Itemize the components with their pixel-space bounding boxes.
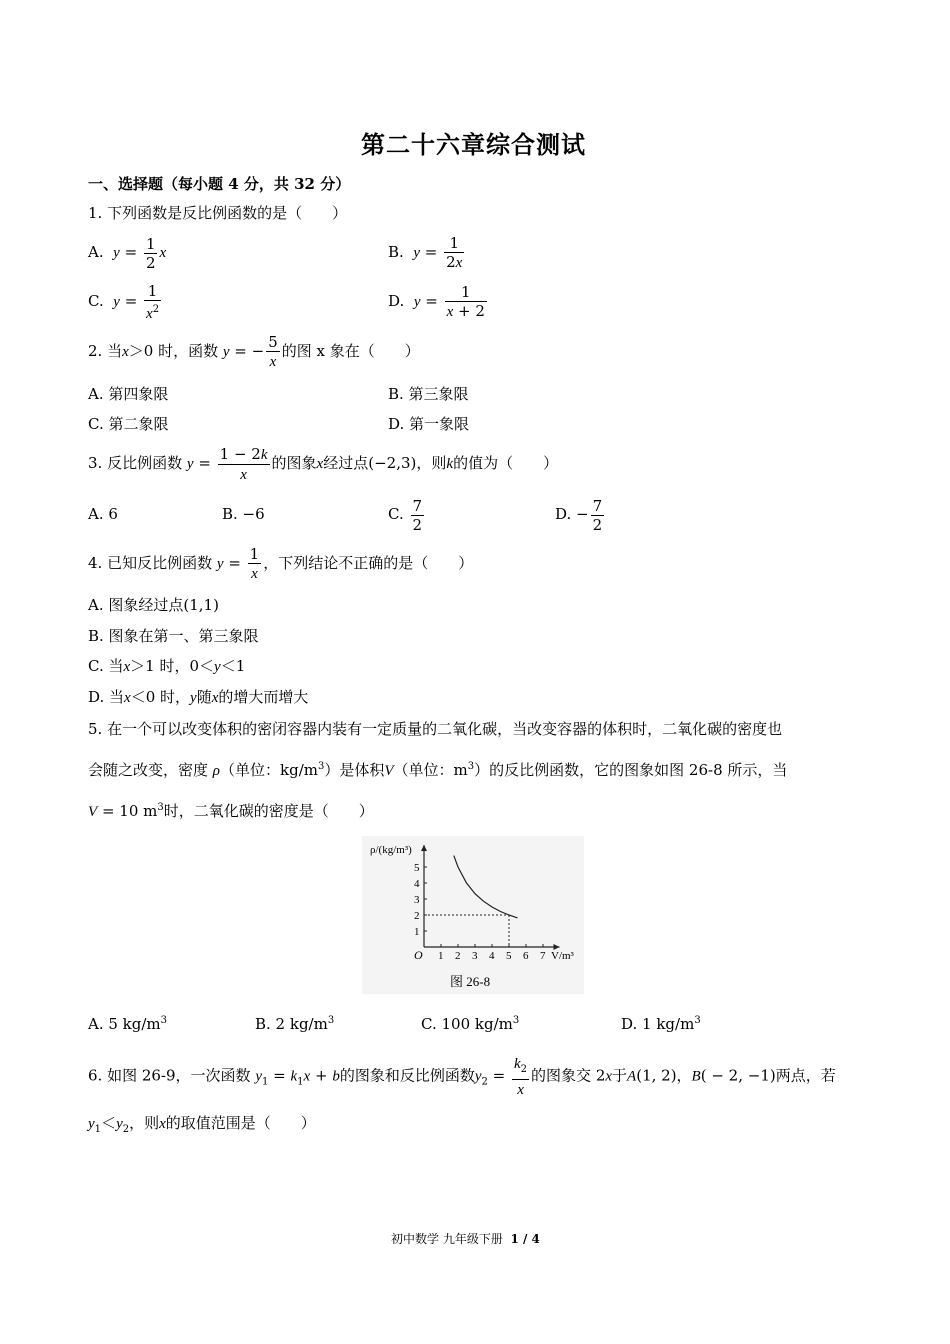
page-number: 1 / 4	[510, 1232, 540, 1246]
question-1-option-a: A. y = $\frac{1}{2}$ x	[88, 234, 167, 272]
y-axis-label: ρ/(kg/m³)	[370, 844, 412, 856]
question-4-option-d: D. 当x＜0 时，y随x的增大而增大	[88, 688, 309, 706]
question-1-option-c: C. y = $\frac{1}{x^2}$	[88, 281, 160, 322]
figure-26-8-chart	[362, 836, 584, 994]
question-2-option-b: B. 第三象限	[388, 385, 469, 403]
question-5-option-c: C. 100 $kg/m^3$	[421, 1015, 520, 1033]
question-3-option-d: D. − $\frac{7}{2}$	[555, 496, 603, 534]
figure-caption: 图 26-8	[450, 974, 491, 989]
question-1-option-b: B. y = $\frac{1}{2x}$	[388, 234, 463, 271]
question-5-line-1: 5. 在一个可以改变体积的密闭容器内装有一定质量的二氧化碳，当改变容器的体积时，二氧化碳的密度也	[88, 720, 783, 738]
question-2-option-c: C. 第二象限	[88, 415, 169, 433]
question-2-stem: 2. 当x＞0 时，函数 y = − $\frac{5}{x}$ 的图 x 象在（ ）	[88, 333, 420, 370]
x-tick-label: 6	[523, 950, 529, 962]
x-tick-label: 5	[506, 950, 512, 962]
question-1-option-d: D. y = $\frac{1}{x + 2}$	[388, 283, 485, 320]
x-tick-label: 1	[438, 950, 444, 962]
page-footer	[391, 1230, 540, 1247]
question-4-option-a: A. 图象经过点(1,1)	[88, 596, 219, 614]
question-4-stem: 4. 已知反比例函数 y = $\frac{1}{x}$ ，下列结论不正确的是（ ）	[88, 545, 474, 582]
question-3-option-c: C. $\frac{7}{2}$	[388, 496, 423, 534]
question-5-option-b: B. 2 $kg/m^3$	[255, 1015, 335, 1033]
x-tick-label: 7	[540, 950, 546, 962]
y-tick-label: 2	[414, 910, 420, 922]
question-6-line-2: $y_1<y_2$，则x的取值范围是（ ）	[88, 1114, 316, 1135]
question-5-option-a: A. 5 $kg/m^3$	[88, 1015, 168, 1033]
y-tick-label: 3	[414, 894, 420, 906]
x-tick-label: 3	[472, 950, 478, 962]
question-5-line-2: 会随之改变，密度 ρ（单位：$kg/m^3$）是体积V（单位：$m^3$）的反比例函数，它的图象如图 26-8 所示，当	[88, 761, 788, 779]
question-5-line-3: V = 10 $m^3$时，二氧化碳的密度是（ ）	[88, 802, 374, 820]
y-tick-label: 5	[414, 862, 420, 874]
question-3-option-b: B. −6	[222, 505, 265, 523]
x-tick-label: 4	[489, 950, 495, 962]
y-tick-label: 4	[414, 878, 420, 890]
question-3-option-a: A. 6	[88, 505, 118, 523]
x-axis-label: V/m³	[551, 950, 574, 962]
section-heading: 一、选择题（每小题 4 分，共 32 分）	[88, 175, 351, 193]
question-4-option-b: B. 图象在第一、第三象限	[88, 627, 259, 645]
question-5-option-d: D. 1 $kg/m^3$	[621, 1015, 701, 1033]
question-2-option-a: A. 第四象限	[88, 385, 169, 403]
question-4-option-c: C. 当x＞1 时，0＜y＜1	[88, 657, 246, 675]
page-title: 第二十六章综合测试	[361, 130, 586, 159]
question-1-stem: 1. 下列函数是反比例函数的是（ ）	[88, 204, 348, 222]
question-6-line-1: 6. 如图 26-9，一次函数 $y_1 = k_1x + b$的图象和反比例函数$y_2$ = $\frac{k_2}{x}$ 的图象交 2x于A(1, 2)，B( − 2, −1)两点，若	[88, 1056, 836, 1098]
question-2-option-d: D. 第一象限	[388, 415, 470, 433]
footer-text: 初中数学 九年级下册	[391, 1232, 503, 1246]
y-tick-label: 1	[414, 926, 420, 938]
question-3-stem: 3. 反比例函数 y = $\frac{1 - 2k}{x}$ 的图象x经过点(−2,3)，则k的值为（ ）	[88, 444, 559, 483]
x-tick-label: 2	[455, 950, 461, 962]
origin-label: O	[414, 948, 423, 962]
